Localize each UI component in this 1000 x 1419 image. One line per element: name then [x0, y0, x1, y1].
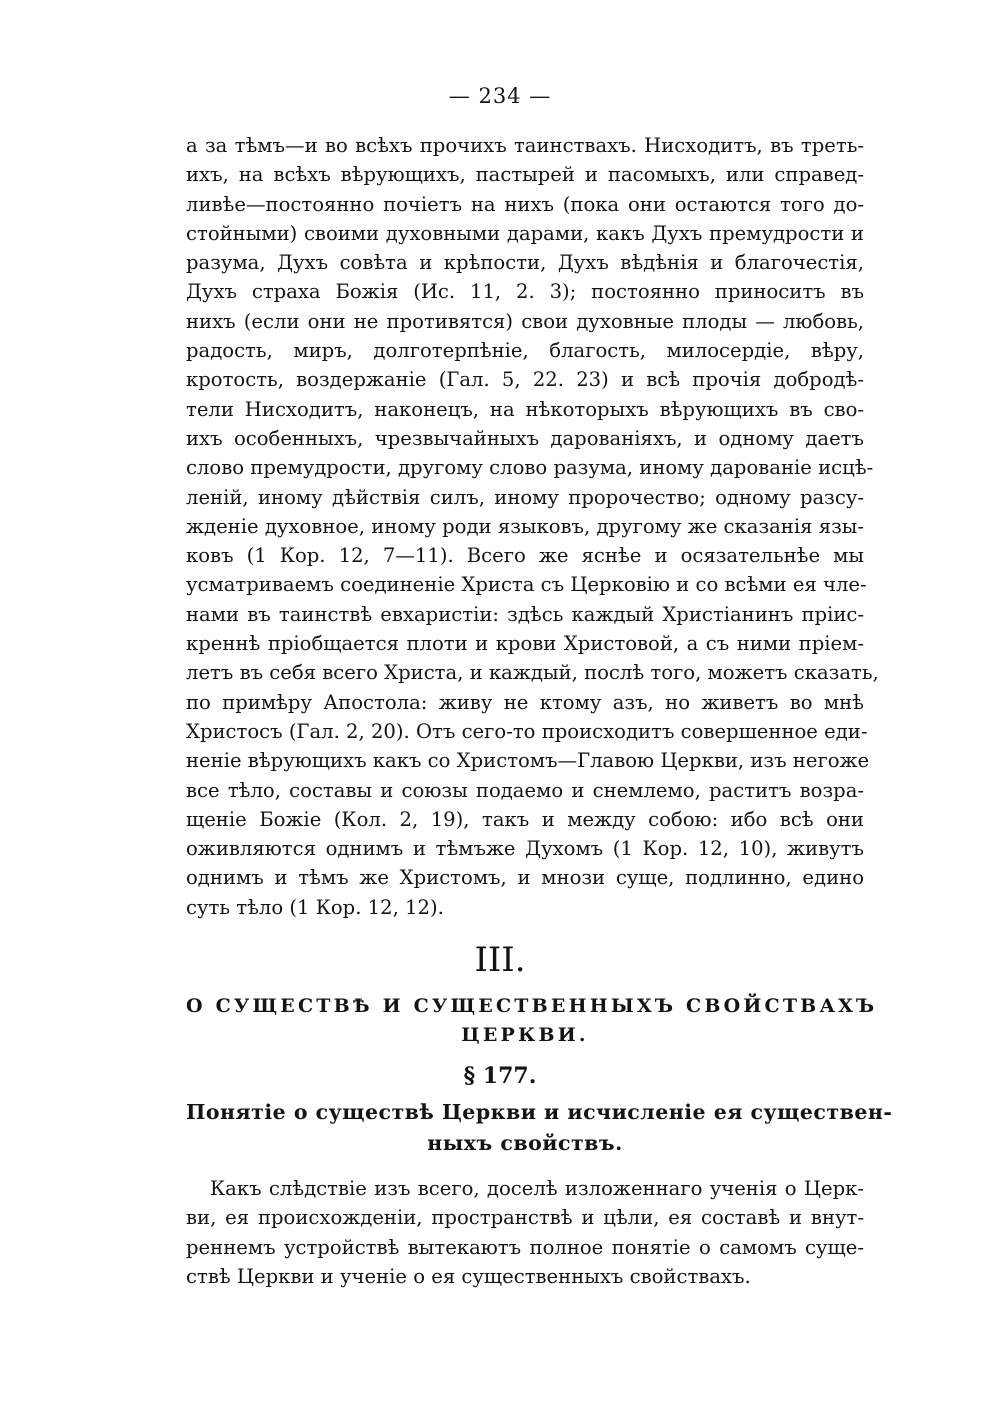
text-line: слово премудрости, другому слово разума, иному дарованіе исцѣ- [186, 456, 874, 480]
section-title [186, 992, 878, 1050]
text-line: ствѣ Церкви и ученіе о ея существенныхъ свойствахъ. [186, 1264, 751, 1288]
text-line: по примѣру Апостола: живу не ктому азъ, но живетъ во мнѣ [186, 690, 864, 714]
text-line: Христосъ (Гал. 2, 20). Отъ сего-то происходитъ совершенное еди- [186, 719, 868, 743]
text-line: стойными) своими духовными дарами, какъ Духъ премудрости и [186, 221, 864, 245]
main-text [186, 131, 879, 922]
text-line: усматриваемъ соединеніе Христа съ Церковію и со всѣми ея чле- [186, 573, 867, 597]
text-line: нами въ таинствѣ евхаристіи: здѣсь каждый Христіанинъ пріис- [186, 602, 864, 626]
text-line: разума, Духъ совѣта и крѣпости, Духъ вѣдѣнія и благочестія, [186, 251, 864, 275]
text-line: Какъ слѣдствіе изъ всего, доселѣ изложеннаго ученія о Церк- [210, 1177, 864, 1200]
text-line: суть тѣло (1 Кор. 12, 12). [186, 895, 444, 919]
text-line: Духъ страха Божія (Ис. 11, 2. 3); постоянно приноситъ въ [186, 280, 864, 304]
paragraph-title-line: ныхъ свойствъ. [427, 1131, 623, 1155]
text-line: а за тѣмъ—и во всѣхъ прочихъ таинствахъ. Нисходитъ, въ треть- [186, 134, 864, 157]
text-line: щеніе Божіе (Кол. 2, 19), такъ и между собою: ибо всѣ они [186, 807, 864, 831]
text-line: нихъ (если они не противятся) свои духовные плоды — любовь, [186, 309, 864, 333]
paragraph-title-line: Понятіе о существѣ Церкви и исчисленіе ея существен- [186, 1100, 893, 1124]
text-line: все тѣло, составы и союзы подаемо и снемлемо, раститъ возра- [186, 778, 864, 802]
final-paragraph [186, 1174, 864, 1291]
text-line: ихъ особенныхъ, чрезвычайныхъ дарованіяхъ, и одному даетъ [186, 426, 864, 450]
text-line: радость, миръ, долготерпѣніе, благость, милосердіе, вѣру, [186, 339, 864, 363]
section-number: III. [474, 940, 526, 980]
paragraph-mark: § 177. [463, 1063, 537, 1089]
text-line: летъ въ себя всего Христа, и каждый, послѣ того, можетъ сказать, [186, 661, 879, 685]
section-title-line: ЦЕРКВИ. [461, 1024, 589, 1046]
text-line: леній, иному дѣйствія силъ, иному пророчество; одному разсу- [186, 485, 864, 509]
text-line: ви, ея происхожденіи, пространствѣ и цѣли, ея составѣ и внут- [186, 1206, 864, 1230]
text-line: ковъ (1 Кор. 12, 7—11). Всего же яснѣе и осязательнѣе мы [186, 544, 864, 568]
text-line: оживляются однимъ и тѣмъже Духомъ (1 Кор. 12, 10), живутъ [186, 837, 864, 861]
paragraph-title [186, 1097, 893, 1159]
text-line: кротость, воздержаніе (Гал. 5, 22. 23) и всѣ прочія добродѣ- [186, 368, 864, 392]
text-line: ихъ, на всѣхъ вѣрующихъ, пастырей и пасомыхъ, или справед- [186, 163, 864, 187]
page-number: — 234 — [448, 84, 552, 108]
text-line: реннемъ устройствѣ вытекаютъ полное понятіе о самомъ суще- [186, 1235, 864, 1259]
text-line: однимъ и тѣмъ же Христомъ, и мнози суще, подлинно, едино [186, 866, 864, 890]
text-line: креннѣ пріобщается плоти и крови Христовой, а съ ними пріем- [186, 632, 864, 656]
text-line: ливѣе—постоянно почіетъ на нихъ (пока они остаются того до- [186, 192, 864, 216]
text-line: жденіе духовное, иному роди языковъ, другому же сказанія язы- [186, 514, 864, 538]
text-line: неніе вѣрующихъ какъ со Христомъ—Главою Церкви, изъ негоже [186, 749, 870, 773]
section-title-line: О СУЩЕСТВѢ И СУЩЕСТВЕННЫХЪ СВОЙСТВАХЪ [186, 995, 878, 1017]
text-line: тели Нисходитъ, наконецъ, на нѣкоторыхъ вѣрующихъ въ сво- [186, 397, 864, 421]
